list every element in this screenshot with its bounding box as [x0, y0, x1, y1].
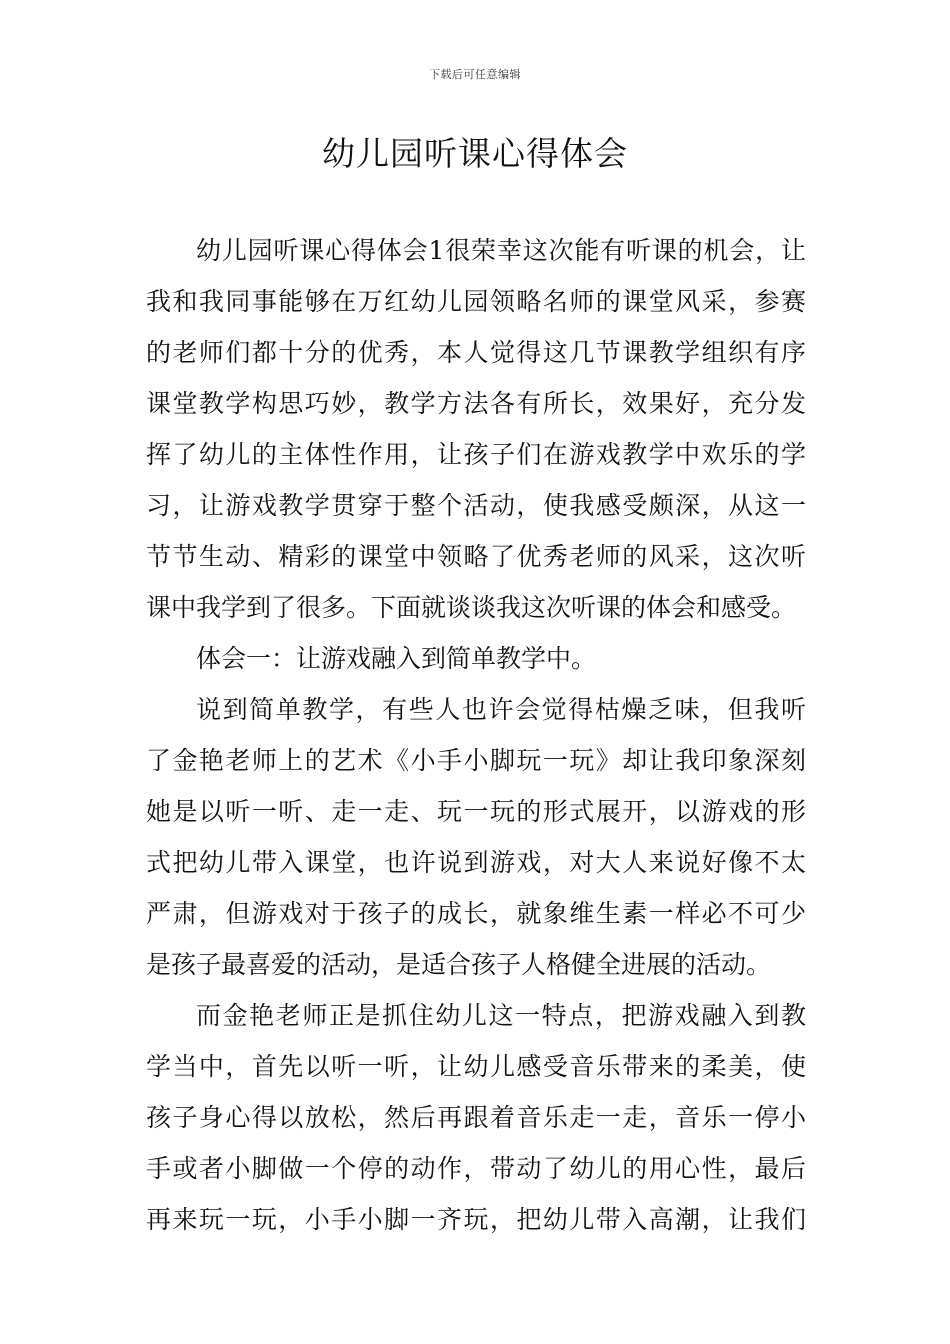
document-title: 幼儿园听课心得体会	[322, 134, 628, 173]
paragraph-line: 严肃，但游戏对于孩子的成长，就象维生素一样必不可少	[146, 899, 806, 928]
paragraph-line: 了金艳老师上的艺术《小手小脚玩一玩》却让我印象深刻	[146, 746, 806, 775]
paragraph-line: 节节生动、精彩的课堂中领略了优秀老师的风采，这次听	[146, 542, 806, 571]
paragraph-line: 学当中，首先以听一听，让幼儿感受音乐带来的柔美，使	[146, 1052, 806, 1081]
paragraph-line: 说到简单教学，有些人也许会觉得枯燥乏味，但我听	[196, 695, 806, 724]
paragraph-line: 的老师们都十分的优秀，本人觉得这几节课教学组织有序	[146, 338, 806, 367]
paragraph-line: 课堂教学构思巧妙，教学方法各有所长，效果好，充分发	[146, 389, 806, 418]
paragraph-line: 课中我学到了很多。下面就谈谈我这次听课的体会和感受。	[146, 593, 797, 622]
body-text	[146, 225, 806, 1245]
paragraph-line: 而金艳老师正是抓住幼儿这一特点，把游戏融入到教	[196, 1001, 806, 1030]
header-note: 下载后可任意编辑	[429, 68, 521, 81]
paragraph-line: 手或者小脚做一个停的动作，带动了幼儿的用心性，最后	[146, 1154, 806, 1183]
paragraph-line: 幼儿园听课心得体会1很荣幸这次能有听课的机会，让	[196, 236, 806, 265]
paragraph-line: 是孩子最喜爱的活动，是适合孩子人格健全进展的活动。	[146, 950, 772, 979]
paragraph-line: 孩子身心得以放松，然后再跟着音乐走一走，音乐一停小	[146, 1103, 806, 1132]
paragraph-line: 习，让游戏教学贯穿于整个活动，使我感受颇深，从这一	[146, 491, 806, 520]
paragraph-line: 她是以听一听、走一走、玩一玩的形式展开，以游戏的形	[146, 797, 806, 826]
paragraph-line: 式把幼儿带入课堂，也许说到游戏，对大人来说好像不太	[146, 848, 806, 877]
paragraph-line: 再来玩一玩，小手小脚一齐玩，把幼儿带入高潮，让我们	[146, 1205, 806, 1234]
paragraph-line: 我和我同事能够在万红幼儿园领略名师的课堂风采，参赛	[146, 287, 806, 316]
paragraph-line: 挥了幼儿的主体性作用，让孩子们在游戏教学中欢乐的学	[146, 440, 806, 469]
section-heading: 体会一：让游戏融入到简单教学中。	[196, 644, 597, 673]
